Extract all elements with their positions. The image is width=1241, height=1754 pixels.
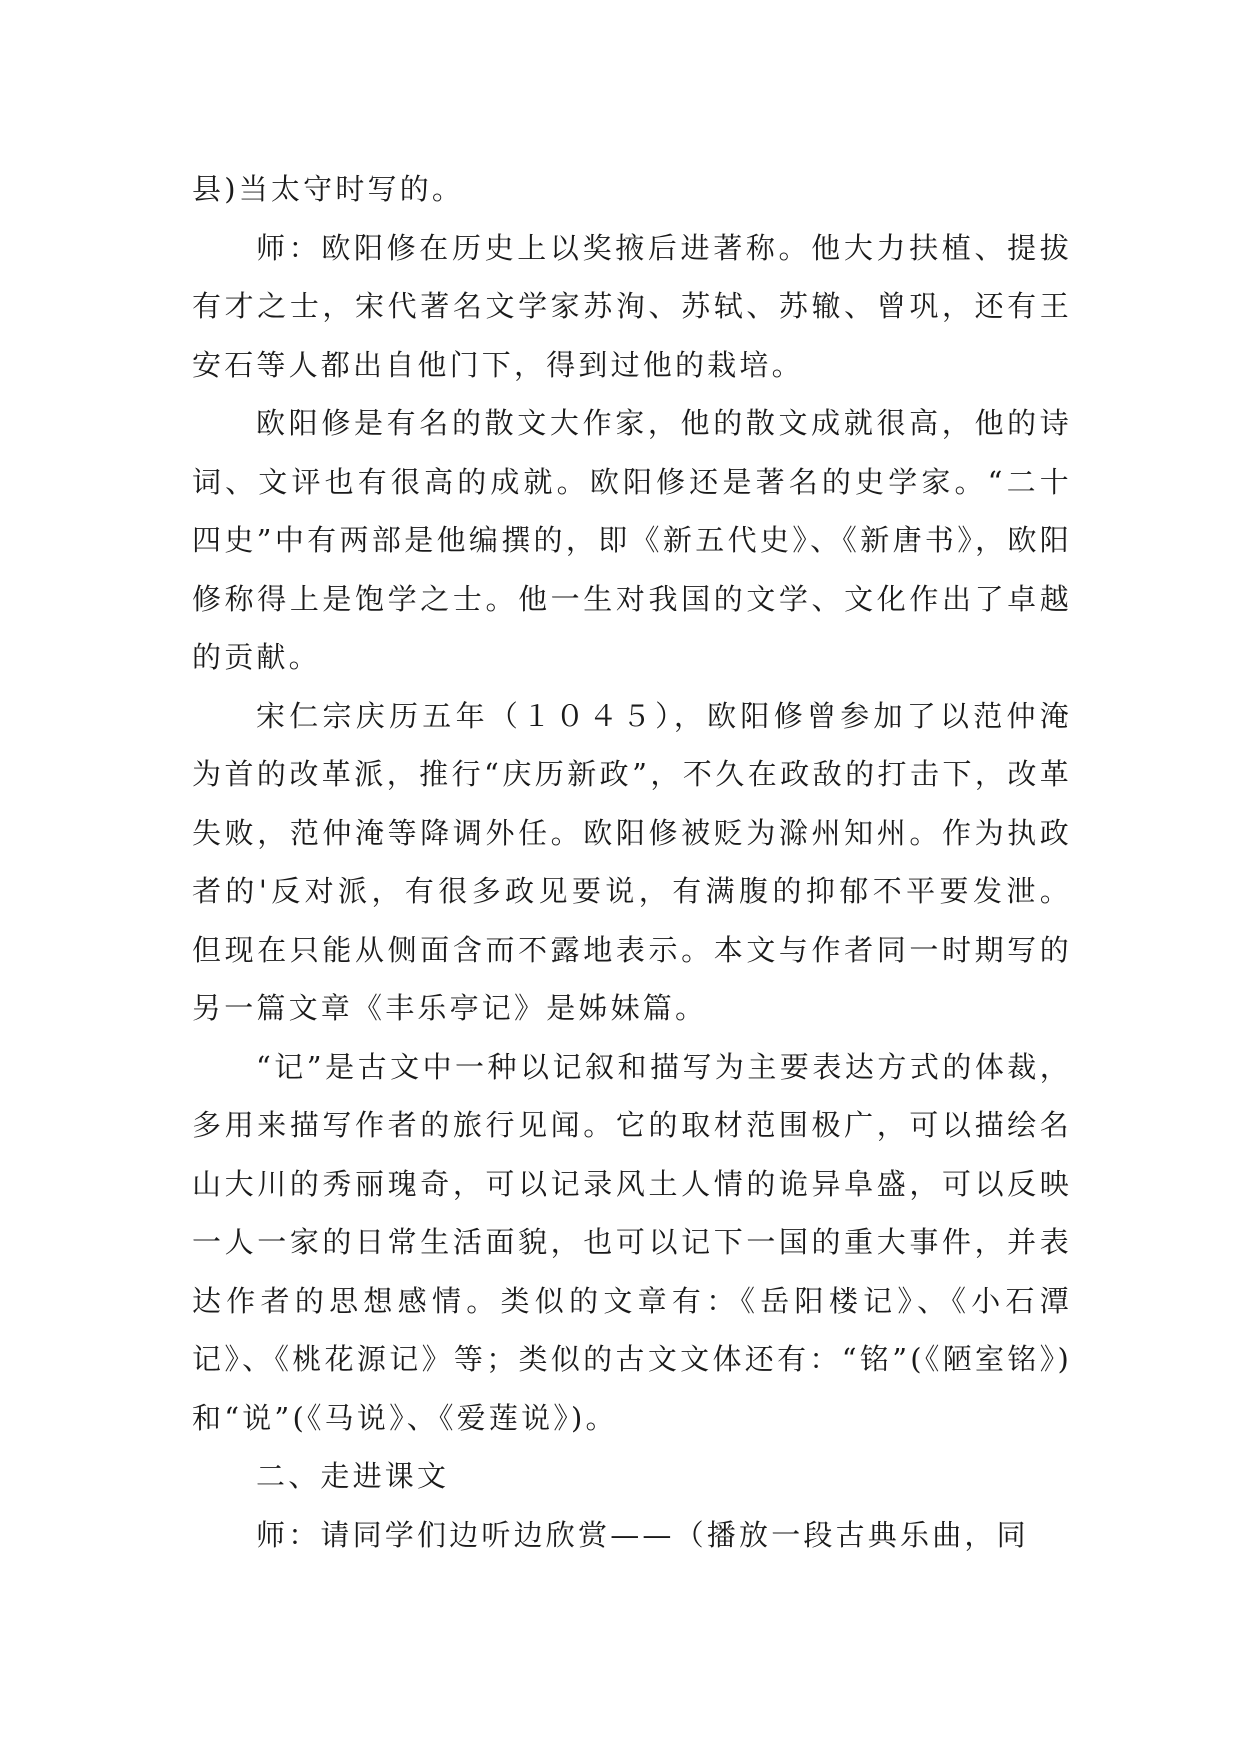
paragraph-ouyang-achievements: 欧阳修是有名的散文大作家，他的散文成就很高，他的诗词、文评也有很高的成就。欧阳修还是著名的史学家。“二十四史”中有两部是他编撰的，即《新五代史》、《新唐书》，欧阳修称得上是饱学之士。他一生对我国的文学、文化作出了卓越的贡献。 (192, 406, 1072, 674)
section-heading-enter-text: 二、走进课文 (256, 1459, 450, 1493)
paragraph-teacher-listen: 师：请同学们边听边欣赏——（播放一段古典乐曲，同 (256, 1517, 1029, 1552)
document-body (192, 160, 1072, 1564)
paragraph-ji-genre: “记”是古文中一种以记叙和描写为主要表达方式的体裁，多用来描写作者的旅行见闻。它的取材范围极广，可以描绘名山大川的秀丽瑰奇，可以记录风土人情的诡异阜盛，可以反映一人一家的日常生活面貌，也可以记下一国的重大事件，并表达作者的思想感情。类似的文章有：《岳阳楼记》、《小石潭记》、《桃花源记》等；类似的古文文体还有：“铭”(《陋室铭》)和“说”(《马说》、《爱莲说》)。 (192, 1049, 1072, 1435)
paragraph-teacher-intro: 师：欧阳修在历史上以奖掖后进著称。他大力扶植、提拔有才之士，宋代著名文学家苏洵、苏轼、苏辙、曾巩，还有王安石等人都出自他门下，得到过他的栽培。 (192, 230, 1072, 382)
paragraph-continuation: 县)当太守时写的。 (192, 172, 465, 206)
paragraph-historical-background: 宋仁宗庆历五年（１０４５），欧阳修曾参加了以范仲淹为首的改革派，推行“庆历新政”，不久在政敌的打击下，改革失败，范仲淹等降调外任。欧阳修被贬为滁州知州。作为执政者的'反对派，有很多政见要说，有满腹的抑郁不平要发泄。但现在只能从侧面含而不露地表示。本文与作者同一时期写的另一篇文章《丰乐亭记》是姊妹篇。 (192, 698, 1072, 1025)
